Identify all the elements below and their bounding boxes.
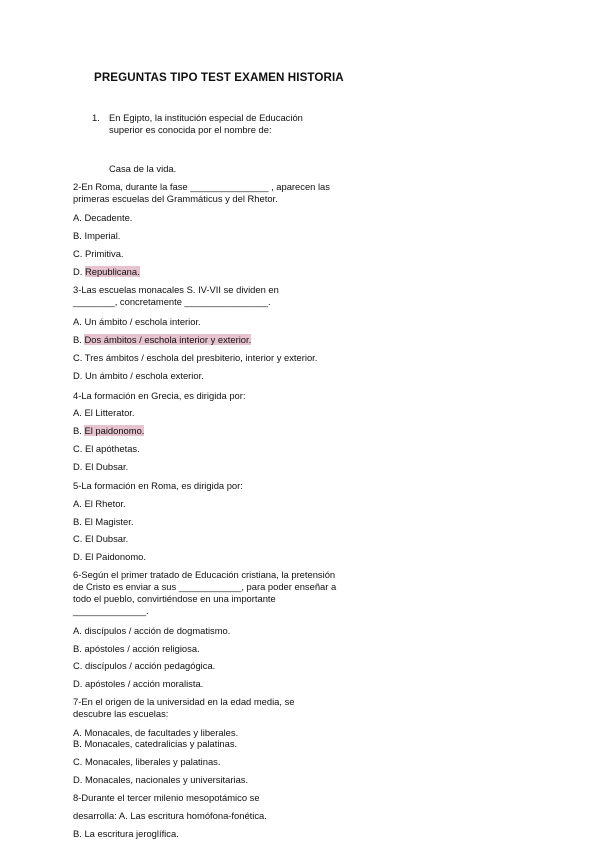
option-text: A. El Rhetor.: [73, 498, 126, 509]
option-text: B. Imperial.: [73, 230, 121, 241]
option-letter: B.: [73, 425, 85, 436]
option-text: A. El Litterator.: [73, 407, 135, 418]
option-text: D. El Paidonomo.: [73, 551, 146, 562]
question-3-text: 3-Las escuelas monacales S. IV-VII se dividen en: [73, 284, 279, 295]
option-text: [73, 266, 140, 278]
option-letter: D.: [73, 266, 85, 277]
option-text: [73, 334, 251, 346]
question-1-text: superior es conocida por el nombre de:: [109, 124, 272, 135]
option-text: C. discípulos / acción pedagógica.: [73, 660, 216, 671]
option-text: D. Monacales, nacionales y universitarias.: [73, 774, 249, 785]
question-6-text: de Cristo es enviar a sus ____________, para poder enseñar a: [73, 581, 337, 592]
option-text: B. El Magister.: [73, 516, 134, 527]
option-text: C. El apóthetas.: [73, 443, 140, 454]
answer-text: Casa de la vida.: [109, 163, 177, 174]
question-2-text: 2-En Roma, durante la fase _______________ , aparecen las: [73, 181, 330, 192]
option-text: C. Monacales, liberales y palatinas.: [73, 756, 221, 767]
highlighted-answer: Dos ámbitos / eschola interior y exterior.: [84, 334, 252, 345]
question-1-number: 1.: [92, 112, 100, 123]
question-2-text: primeras escuelas del Grammáticus y del Rhetor.: [73, 193, 278, 204]
option-text: D. Un ámbito / eschola exterior.: [73, 370, 204, 381]
question-3-text: ________, concretamente ________________.: [73, 296, 271, 307]
option-text: C. El Dubsar.: [73, 533, 129, 544]
option-text: C. Tres ámbitos / eschola del presbiterio, interior y exterior.: [73, 352, 318, 363]
option-letter: B.: [73, 334, 85, 345]
question-8-text: 8-Durante el tercer milenio mesopotámico se: [73, 792, 260, 803]
question-6-text: 6-Según el primer tratado de Educación cristiana, la pretensión: [73, 569, 336, 580]
option-text: B. apóstoles / acción religiosa.: [73, 643, 200, 654]
option-text: C. Primitiva.: [73, 248, 124, 259]
option-text: B. Monacales, catedralicias y palatinas.: [73, 738, 238, 749]
option-text: A. Decadente.: [73, 212, 133, 223]
question-7-text: 7-En el origen de la universidad en la edad media, se: [73, 696, 295, 707]
question-1-text: En Egipto, la institución especial de Educación: [109, 112, 303, 123]
question-7-text: descubre las escuelas:: [73, 708, 169, 719]
option-text: A. Monacales, de facultades y liberales.: [73, 727, 239, 738]
option-text: [73, 425, 144, 437]
question-6-text: ______________.: [73, 605, 149, 616]
option-text: D. El Dubsar.: [73, 461, 129, 472]
question-8-text: desarrolla: A. Las escritura homófona-fonética.: [73, 810, 267, 821]
highlighted-answer: El paidonomo.: [84, 425, 145, 436]
option-text: B. La escritura jeroglífica.: [73, 828, 179, 839]
question-4-text: 4-La formación en Grecia, es dirigida por:: [73, 390, 246, 401]
option-text: A. Un ámbito / eschola interior.: [73, 316, 201, 327]
page-title: PREGUNTAS TIPO TEST EXAMEN HISTORIA: [94, 71, 344, 84]
question-6-text: todo el pueblo, convirtiéndose en una importante: [73, 593, 276, 604]
option-text: D. apóstoles / acción moralista.: [73, 678, 204, 689]
question-5-text: 5-La formación en Roma, es dirigida por:: [73, 480, 243, 491]
highlighted-answer: Republicana.: [84, 266, 140, 277]
option-text: A. discípulos / acción de dogmatismo.: [73, 625, 231, 636]
